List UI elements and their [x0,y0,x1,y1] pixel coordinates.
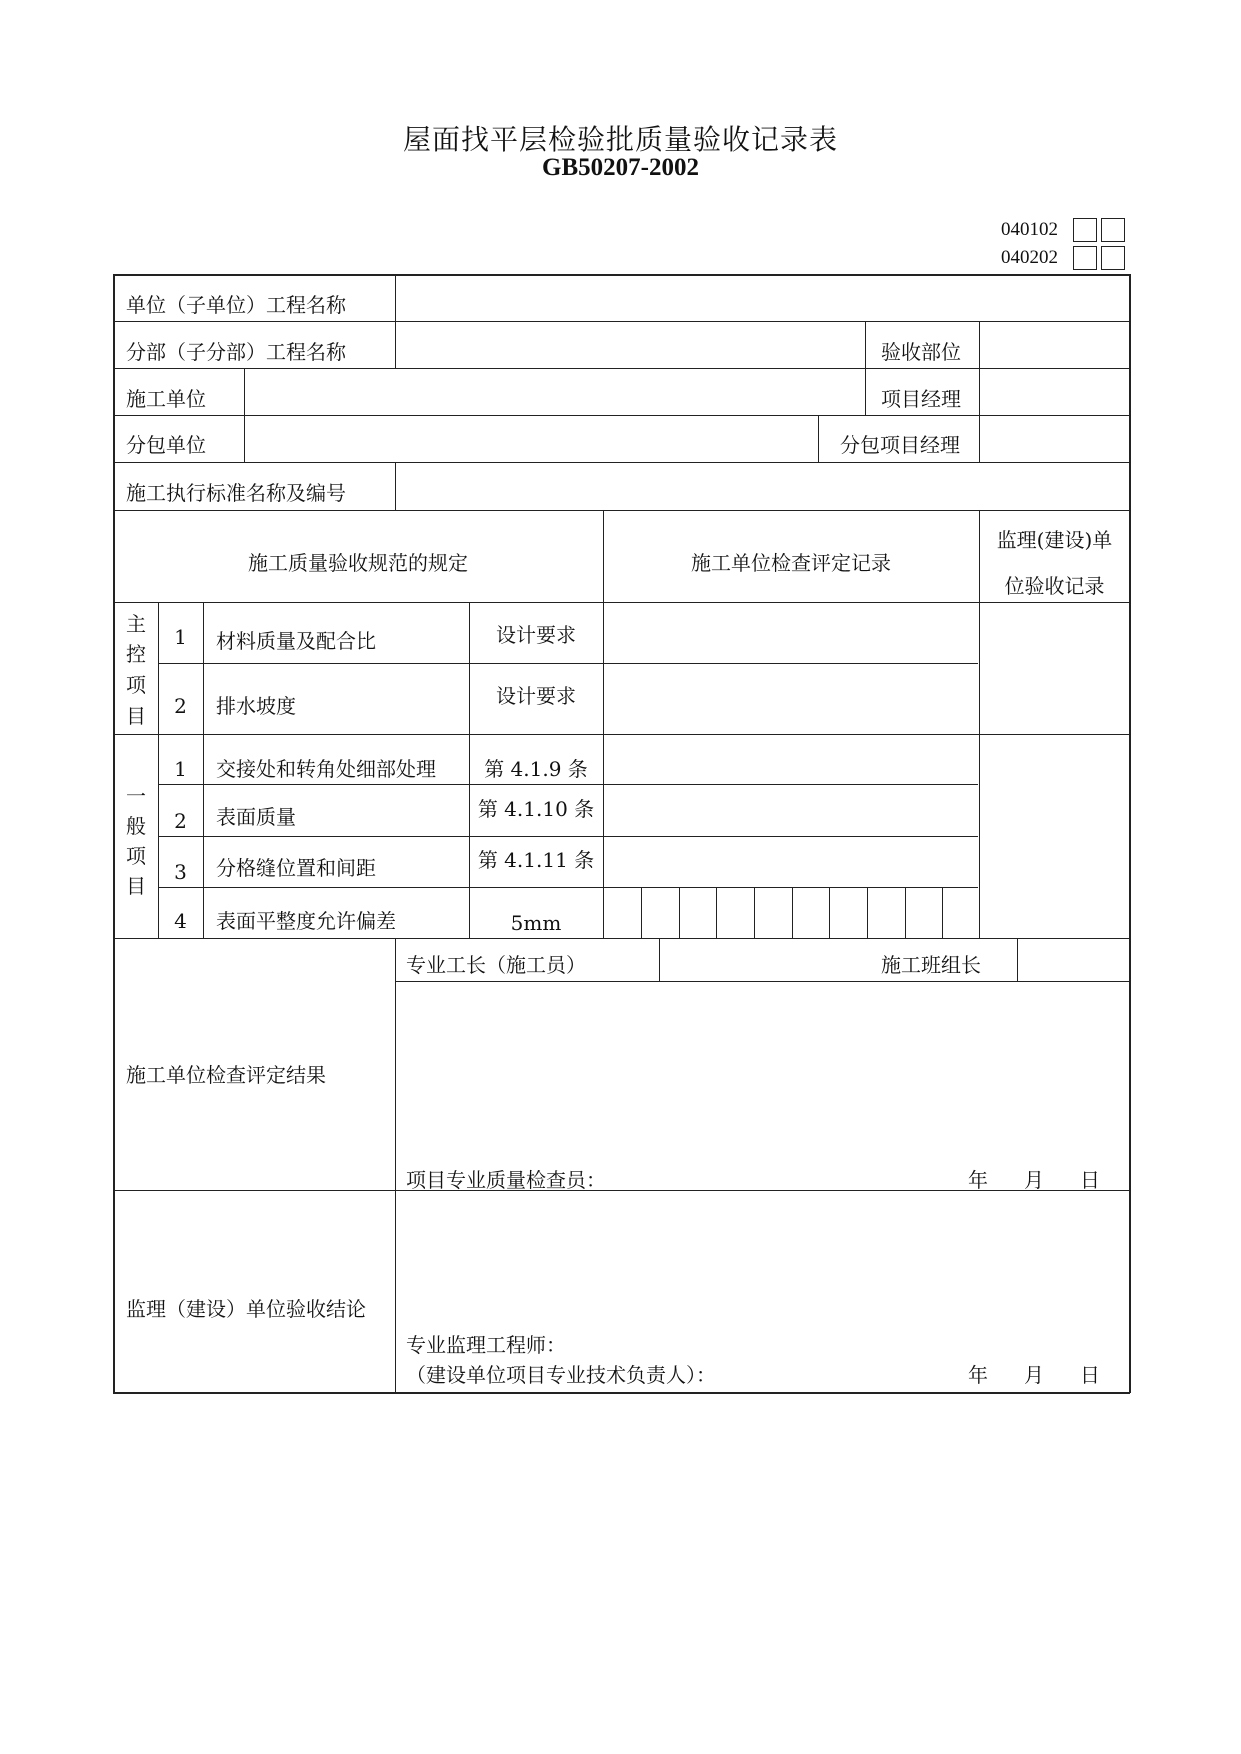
day-label: 日 [1080,1168,1100,1192]
subcontractor-label: 分包单位 [126,433,206,457]
year-label: 年 [968,1363,988,1387]
supervision-column-header: 位验收记录 [1004,574,1105,598]
supervision-column-header: 监理(建设)单 [996,528,1113,552]
division-project-label: 分部（子分部）工程名称 [126,340,346,364]
team-leader-label: 施工班组长 [881,953,981,977]
project-manager-label: 项目经理 [881,387,961,411]
supervising-engineer-label: 专业监理工程师： [406,1333,566,1357]
foreman-label: 专业工长（施工员） [406,953,586,977]
sub-project-manager-label: 分包项目经理 [840,433,960,457]
standard-label: 施工执行标准名称及编号 [126,481,346,505]
construction-result-label: 施工单位检查评定结果 [126,1063,326,1087]
standard-code: GB50207-2002 [542,154,699,181]
form-title: 屋面找平层检验批质量验收记录表 [402,123,838,156]
supervision-conclusion-label: 监理（建设）单位验收结论 [126,1297,366,1321]
construction-unit-label: 施工单位 [126,387,206,411]
form-code-2: 040202 [1001,247,1058,268]
month-label: 月 [1024,1363,1044,1387]
code-checkbox[interactable] [1073,218,1097,242]
month-label: 月 [1024,1168,1044,1192]
check-record-column-header: 施工单位检查评定记录 [691,551,891,575]
owner-representative-label: （建设单位项目专业技术负责人）： [406,1363,716,1387]
form-code-1: 040102 [1001,219,1058,240]
acceptance-part-label: 验收部位 [881,340,961,364]
code-checkbox[interactable] [1073,246,1097,270]
unit-project-label: 单位（子单位）工程名称 [126,293,346,317]
quality-inspector-label: 项目专业质量检查员： [406,1168,606,1192]
spec-column-header: 施工质量验收规范的规定 [248,551,468,575]
year-label: 年 [968,1168,988,1192]
code-checkbox[interactable] [1101,246,1125,270]
code-checkbox[interactable] [1101,218,1125,242]
day-label: 日 [1080,1363,1100,1387]
